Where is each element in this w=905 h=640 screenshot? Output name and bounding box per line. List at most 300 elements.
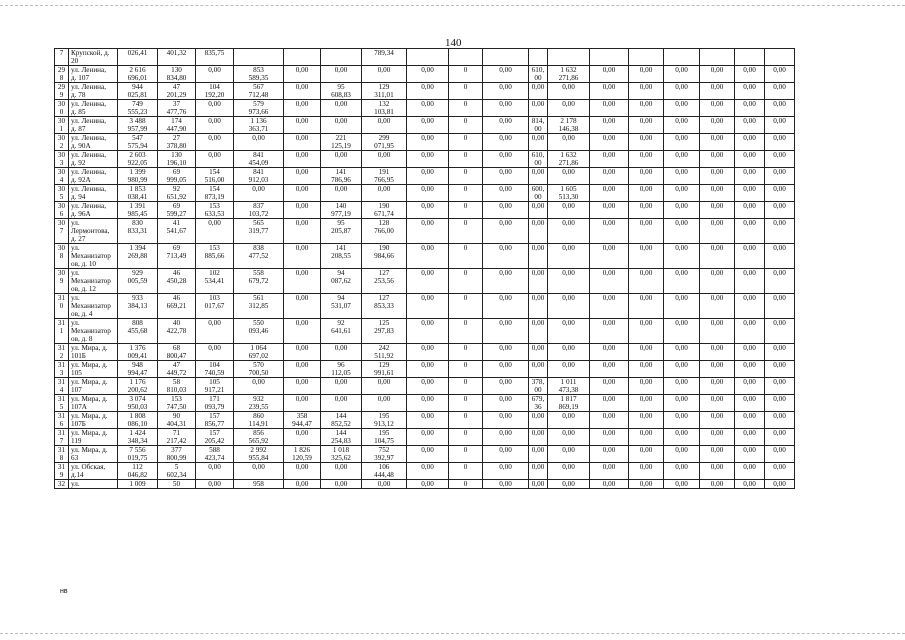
value-cell: 0 xyxy=(449,480,483,489)
value-cell: 0,00 xyxy=(765,378,795,395)
table-row xyxy=(55,480,795,489)
value-cell: 0,00 xyxy=(407,269,449,294)
value-cell: 0,00 xyxy=(548,134,590,151)
value-cell: 0,00 xyxy=(735,429,765,446)
value-cell: 69 999,05 xyxy=(158,168,196,185)
value-cell: 565 319,77 xyxy=(234,219,284,244)
address-cell: ул. Ленина, д. 85 xyxy=(69,100,118,117)
value-cell: 0,00 xyxy=(548,412,590,429)
value-cell: 0 xyxy=(449,412,483,429)
value-cell: 0,00 xyxy=(629,151,664,168)
value-cell xyxy=(548,49,590,66)
value-cell: 92 641,61 xyxy=(321,319,362,344)
value-cell: 1 136 363,71 xyxy=(234,117,284,134)
value-cell: 71 217,42 xyxy=(158,429,196,446)
table-row xyxy=(55,185,795,202)
value-cell: 0,00 xyxy=(629,344,664,361)
value-cell: 195 913,12 xyxy=(362,412,407,429)
value-cell: 37 477,76 xyxy=(158,100,196,117)
value-cell: 0,00 xyxy=(529,244,548,269)
value-cell: 0,00 xyxy=(407,134,449,151)
address-cell: ул. Ленина, д. 90А xyxy=(69,134,118,151)
row-number-cell: 30 2 xyxy=(55,134,69,151)
value-cell: 0,00 xyxy=(196,117,234,134)
value-cell: 0,00 xyxy=(735,168,765,185)
value-cell: 0,00 xyxy=(407,244,449,269)
value-cell: 0,00 xyxy=(590,134,629,151)
value-cell: 0,00 xyxy=(700,244,735,269)
value-cell: 0,00 xyxy=(700,446,735,463)
value-cell: 0,00 xyxy=(284,480,321,489)
table-row xyxy=(55,202,795,219)
value-cell: 0,00 xyxy=(284,429,321,446)
value-cell: 96 112,05 xyxy=(321,361,362,378)
value-cell: 0,00 xyxy=(629,219,664,244)
address-cell: ул. Ленина, д. 107 xyxy=(69,66,118,83)
value-cell: 0,00 xyxy=(700,412,735,429)
value-cell: 0,00 xyxy=(735,319,765,344)
value-cell xyxy=(629,49,664,66)
value-cell: 0,00 xyxy=(664,117,700,134)
value-cell: 933 384,13 xyxy=(118,294,158,319)
value-cell: 153 885,66 xyxy=(196,244,234,269)
value-cell: 0,00 xyxy=(590,429,629,446)
value-cell xyxy=(234,49,284,66)
value-cell: 157 856,77 xyxy=(196,412,234,429)
value-cell: 0,00 xyxy=(765,446,795,463)
value-cell: 0,00 xyxy=(664,319,700,344)
value-cell: 0,00 xyxy=(529,412,548,429)
value-cell: 0,00 xyxy=(548,83,590,100)
value-cell: 0,00 xyxy=(196,134,234,151)
address-cell: Крупской, д. 20 xyxy=(69,49,118,66)
address-cell: ул. Механизатор ов, д. 12 xyxy=(69,269,118,294)
value-cell: 1 853 038,41 xyxy=(118,185,158,202)
value-cell: 0,00 xyxy=(234,463,284,480)
value-cell: 0,00 xyxy=(590,185,629,202)
value-cell: 0,00 xyxy=(407,100,449,117)
value-cell: 579 973,66 xyxy=(234,100,284,117)
value-cell: 0,00 xyxy=(483,66,529,83)
value-cell: 0,00 xyxy=(196,319,234,344)
value-cell xyxy=(529,49,548,66)
value-cell: 0,00 xyxy=(483,378,529,395)
value-cell: 749 555,23 xyxy=(118,100,158,117)
value-cell xyxy=(407,49,449,66)
value-cell: 0,00 xyxy=(735,83,765,100)
value-cell: 0,00 xyxy=(321,117,362,134)
value-cell: 932 239,55 xyxy=(234,395,284,412)
value-cell: 835,75 xyxy=(196,49,234,66)
value-cell: 0,00 xyxy=(196,66,234,83)
value-cell: 0,00 xyxy=(284,294,321,319)
value-cell: 0,00 xyxy=(321,151,362,168)
value-cell: 401,32 xyxy=(158,49,196,66)
value-cell: 0,00 xyxy=(629,319,664,344)
value-cell: 0,00 xyxy=(629,244,664,269)
value-cell xyxy=(449,49,483,66)
value-cell: 5 602,34 xyxy=(158,463,196,480)
address-cell: ул. Ленина, д. 78 xyxy=(69,83,118,100)
value-cell: 0,00 xyxy=(735,151,765,168)
value-cell: 104 192,20 xyxy=(196,83,234,100)
value-cell: 0,00 xyxy=(765,429,795,446)
value-cell: 0,00 xyxy=(321,100,362,117)
value-cell: 0,00 xyxy=(196,219,234,244)
value-cell: 0,00 xyxy=(765,361,795,378)
value-cell: 0,00 xyxy=(529,134,548,151)
value-cell: 0,00 xyxy=(664,344,700,361)
value-cell: 0,00 xyxy=(700,100,735,117)
top-scan-edge xyxy=(0,5,905,6)
value-cell: 0,00 xyxy=(407,480,449,489)
row-number-cell: 30 3 xyxy=(55,151,69,168)
value-cell: 0,00 xyxy=(664,83,700,100)
value-cell: 242 511,92 xyxy=(362,344,407,361)
value-cell: 0,00 xyxy=(407,83,449,100)
value-cell: 0,00 xyxy=(483,463,529,480)
value-cell: 0,00 xyxy=(700,151,735,168)
value-cell: 0,00 xyxy=(407,429,449,446)
value-cell: 0,00 xyxy=(483,244,529,269)
value-cell: 0,00 xyxy=(529,83,548,100)
value-cell: 3 074 950,03 xyxy=(118,395,158,412)
value-cell: 0,00 xyxy=(284,344,321,361)
value-cell: 68 800,47 xyxy=(158,344,196,361)
value-cell: 0,00 xyxy=(735,219,765,244)
value-cell: 841 912,03 xyxy=(234,168,284,185)
value-cell: 144 254,83 xyxy=(321,429,362,446)
value-cell: 0,00 xyxy=(700,480,735,489)
value-cell: 0,00 xyxy=(765,395,795,412)
value-cell: 141 208,55 xyxy=(321,244,362,269)
value-cell: 0,00 xyxy=(629,185,664,202)
value-cell: 0,00 xyxy=(548,244,590,269)
value-cell: 0 xyxy=(449,185,483,202)
value-cell: 0 xyxy=(449,66,483,83)
value-cell: 141 786,96 xyxy=(321,168,362,185)
value-cell: 0,00 xyxy=(321,185,362,202)
value-cell: 0,00 xyxy=(483,117,529,134)
value-cell: 0,00 xyxy=(529,202,548,219)
value-cell: 0,00 xyxy=(700,344,735,361)
value-cell: 1 394 269,88 xyxy=(118,244,158,269)
value-cell: 1 176 200,62 xyxy=(118,378,158,395)
value-cell: 0,00 xyxy=(407,319,449,344)
value-cell: 0,00 xyxy=(664,244,700,269)
value-cell: 358 944,47 xyxy=(284,412,321,429)
value-cell xyxy=(700,49,735,66)
value-cell: 0,00 xyxy=(529,269,548,294)
value-cell: 106 444,48 xyxy=(362,463,407,480)
value-cell: 0,00 xyxy=(284,83,321,100)
value-cell: 0,00 xyxy=(664,185,700,202)
value-cell: 0 xyxy=(449,361,483,378)
value-cell: 0,00 xyxy=(629,100,664,117)
value-cell: 1 376 009,41 xyxy=(118,344,158,361)
value-cell: 0,00 xyxy=(664,361,700,378)
value-cell: 0,00 xyxy=(590,151,629,168)
table-row xyxy=(55,49,795,66)
value-cell: 0,00 xyxy=(765,319,795,344)
value-cell: 0,00 xyxy=(735,269,765,294)
value-cell: 0,00 xyxy=(407,151,449,168)
value-cell: 0 xyxy=(449,463,483,480)
value-cell: 0,00 xyxy=(700,202,735,219)
value-cell: 0,00 xyxy=(700,395,735,412)
address-cell: ул. Обская, д.14 xyxy=(69,463,118,480)
row-number-cell: 7 xyxy=(55,49,69,66)
value-cell: 132 103,81 xyxy=(362,100,407,117)
value-cell: 808 455,68 xyxy=(118,319,158,344)
value-cell: 0,00 xyxy=(590,100,629,117)
table-row xyxy=(55,395,795,412)
value-cell: 128 766,00 xyxy=(362,219,407,244)
value-cell: 0,00 xyxy=(284,378,321,395)
value-cell: 0,00 xyxy=(700,66,735,83)
value-cell xyxy=(483,49,529,66)
value-cell: 0,00 xyxy=(735,480,765,489)
value-cell: 853 589,35 xyxy=(234,66,284,83)
value-cell: 130 834,80 xyxy=(158,66,196,83)
value-cell: 0,00 xyxy=(284,319,321,344)
value-cell: 2 603 922,05 xyxy=(118,151,158,168)
row-number-cell: 31 9 xyxy=(55,463,69,480)
value-cell: 0,00 xyxy=(664,219,700,244)
address-cell: ул. Мира, д. 119 xyxy=(69,429,118,446)
value-cell: 547 575,94 xyxy=(118,134,158,151)
address-cell: ул. Механизатор ов, д. 8 xyxy=(69,319,118,344)
value-cell: 0,00 xyxy=(765,294,795,319)
value-cell: 378, 00 xyxy=(529,378,548,395)
value-cell: 0,00 xyxy=(735,294,765,319)
value-cell: 929 005,59 xyxy=(118,269,158,294)
value-cell: 0,00 xyxy=(483,361,529,378)
value-cell: 103 017,67 xyxy=(196,294,234,319)
value-cell: 7 556 019,75 xyxy=(118,446,158,463)
value-cell: 0,00 xyxy=(407,446,449,463)
value-cell: 221 125,19 xyxy=(321,134,362,151)
value-cell: 860 114,91 xyxy=(234,412,284,429)
value-cell: 0,00 xyxy=(548,344,590,361)
table-row xyxy=(55,446,795,463)
value-cell: 105 917,21 xyxy=(196,378,234,395)
value-cell: 0,00 xyxy=(735,117,765,134)
value-cell: 0,00 xyxy=(765,244,795,269)
page-number: 140 xyxy=(445,37,462,49)
value-cell: 0,00 xyxy=(629,361,664,378)
value-cell: 0,00 xyxy=(735,66,765,83)
value-cell: 157 205,42 xyxy=(196,429,234,446)
value-cell: 0,00 xyxy=(765,83,795,100)
value-cell: 0,00 xyxy=(664,66,700,83)
value-cell: 0,00 xyxy=(362,480,407,489)
value-cell: 0,00 xyxy=(483,294,529,319)
value-cell: 0 xyxy=(449,294,483,319)
value-cell: 0,00 xyxy=(196,480,234,489)
value-cell: 837 103,72 xyxy=(234,202,284,219)
value-cell: 0,00 xyxy=(765,269,795,294)
address-cell: ул. Ленина, д. 92А xyxy=(69,168,118,185)
value-cell: 0,00 xyxy=(590,361,629,378)
value-cell: 0,00 xyxy=(529,480,548,489)
value-cell: 1 826 120,59 xyxy=(284,446,321,463)
value-cell: 195 104,75 xyxy=(362,429,407,446)
value-cell: 0,00 xyxy=(735,244,765,269)
value-cell: 948 994,47 xyxy=(118,361,158,378)
value-cell: 0,00 xyxy=(590,244,629,269)
value-cell: 2 992 955,84 xyxy=(234,446,284,463)
value-cell: 0 xyxy=(449,269,483,294)
row-number-cell: 31 2 xyxy=(55,344,69,361)
value-cell: 0,00 xyxy=(629,412,664,429)
value-cell: 0,00 xyxy=(529,361,548,378)
value-cell: 0 xyxy=(449,395,483,412)
value-cell: 1 808 086,10 xyxy=(118,412,158,429)
table-row xyxy=(55,100,795,117)
value-cell: 0,00 xyxy=(407,117,449,134)
row-number-cell: 31 4 xyxy=(55,378,69,395)
address-cell: ул. xyxy=(69,480,118,489)
value-cell: 0,00 xyxy=(548,463,590,480)
value-cell: 40 422,78 xyxy=(158,319,196,344)
value-cell: 0 xyxy=(449,168,483,185)
value-cell: 0,00 xyxy=(700,134,735,151)
value-cell: 0,00 xyxy=(664,378,700,395)
value-cell: 0,00 xyxy=(196,463,234,480)
value-cell: 0,00 xyxy=(700,185,735,202)
value-cell: 299 071,95 xyxy=(362,134,407,151)
row-number-cell: 30 8 xyxy=(55,244,69,269)
value-cell: 129 311,01 xyxy=(362,83,407,100)
value-cell: 0,00 xyxy=(407,219,449,244)
table-row xyxy=(55,244,795,269)
address-cell: ул. Мира, д. 107 xyxy=(69,378,118,395)
value-cell: 95 205,87 xyxy=(321,219,362,244)
value-cell: 0,00 xyxy=(196,344,234,361)
value-cell: 1 009 xyxy=(118,480,158,489)
value-cell: 0,00 xyxy=(629,66,664,83)
value-cell: 0,00 xyxy=(700,319,735,344)
value-cell: 1 018 325,62 xyxy=(321,446,362,463)
row-number-cell: 31 5 xyxy=(55,395,69,412)
value-cell: 0 xyxy=(449,378,483,395)
value-cell: 0,00 xyxy=(629,117,664,134)
value-cell: 0,00 xyxy=(735,185,765,202)
value-cell: 0,00 xyxy=(765,480,795,489)
row-number-cell: 31 7 xyxy=(55,429,69,446)
data-table-wrapper xyxy=(54,48,795,489)
address-cell: ул. Механизатор ов, д. 4 xyxy=(69,294,118,319)
value-cell: 0,00 xyxy=(629,168,664,185)
value-cell: 0,00 xyxy=(284,395,321,412)
address-cell: ул. Ленина, д. 94 xyxy=(69,185,118,202)
value-cell: 0,00 xyxy=(590,202,629,219)
value-cell: 3 488 957,99 xyxy=(118,117,158,134)
value-cell: 129 991,61 xyxy=(362,361,407,378)
value-cell: 0,00 xyxy=(407,66,449,83)
value-cell: 102 534,41 xyxy=(196,269,234,294)
address-cell: ул. Мира, д. 105 xyxy=(69,361,118,378)
value-cell: 789,34 xyxy=(362,49,407,66)
value-cell: 140 977,19 xyxy=(321,202,362,219)
value-cell: 588 423,74 xyxy=(196,446,234,463)
value-cell: 0 xyxy=(449,446,483,463)
value-cell: 0,00 xyxy=(629,83,664,100)
value-cell: 838 477,52 xyxy=(234,244,284,269)
value-cell: 0,00 xyxy=(284,134,321,151)
row-number-cell: 30 9 xyxy=(55,269,69,294)
value-cell: 0,00 xyxy=(590,66,629,83)
value-cell: 0,00 xyxy=(529,429,548,446)
value-cell: 191 766,95 xyxy=(362,168,407,185)
value-cell: 567 712,48 xyxy=(234,83,284,100)
value-cell: 0 xyxy=(449,344,483,361)
value-cell: 0,00 xyxy=(548,319,590,344)
value-cell: 0,00 xyxy=(483,412,529,429)
address-cell: ул. Лермонтова, д. 27 xyxy=(69,219,118,244)
value-cell: 1 399 980,99 xyxy=(118,168,158,185)
value-cell: 0,00 xyxy=(483,480,529,489)
value-cell: 0,00 xyxy=(590,269,629,294)
value-cell: 0,00 xyxy=(284,66,321,83)
value-cell: 0,00 xyxy=(548,446,590,463)
value-cell: 0,00 xyxy=(700,168,735,185)
value-cell: 0,00 xyxy=(765,66,795,83)
value-cell: 0,00 xyxy=(664,134,700,151)
value-cell: 0,00 xyxy=(548,294,590,319)
value-cell: 144 852,52 xyxy=(321,412,362,429)
value-cell: 600, 00 xyxy=(529,185,548,202)
value-cell: 0,00 xyxy=(664,202,700,219)
value-cell: 0 xyxy=(449,319,483,344)
value-cell: 0,00 xyxy=(590,117,629,134)
value-cell: 1 632 271,86 xyxy=(548,151,590,168)
value-cell: 0,00 xyxy=(629,269,664,294)
bottom-scan-edge xyxy=(0,633,905,634)
value-cell: 47 201,29 xyxy=(158,83,196,100)
value-cell: 561 312,85 xyxy=(234,294,284,319)
value-cell: 752 392,97 xyxy=(362,446,407,463)
value-cell: 0,00 xyxy=(362,151,407,168)
value-cell: 0,00 xyxy=(735,361,765,378)
value-cell: 0,00 xyxy=(284,244,321,269)
row-number-cell: 30 1 xyxy=(55,117,69,134)
value-cell: 27 378,80 xyxy=(158,134,196,151)
value-cell: 0,00 xyxy=(664,269,700,294)
row-number-cell: 31 8 xyxy=(55,446,69,463)
value-cell: 47 449,72 xyxy=(158,361,196,378)
value-cell: 856 565,92 xyxy=(234,429,284,446)
table-row xyxy=(55,134,795,151)
value-cell: 0 xyxy=(449,134,483,151)
value-cell: 0,00 xyxy=(234,378,284,395)
value-cell: 550 093,46 xyxy=(234,319,284,344)
value-cell: 0,00 xyxy=(629,463,664,480)
value-cell: 679, 36 xyxy=(529,395,548,412)
value-cell xyxy=(321,49,362,66)
value-cell: 154 516,00 xyxy=(196,168,234,185)
value-cell: 0,00 xyxy=(362,185,407,202)
value-cell: 0,00 xyxy=(483,168,529,185)
value-cell: 0,00 xyxy=(407,361,449,378)
value-cell: 0,00 xyxy=(590,446,629,463)
value-cell: 0,00 xyxy=(700,294,735,319)
value-cell: 0,00 xyxy=(590,395,629,412)
value-cell: 130 196,10 xyxy=(158,151,196,168)
table-row xyxy=(55,219,795,244)
value-cell: 0,00 xyxy=(629,378,664,395)
